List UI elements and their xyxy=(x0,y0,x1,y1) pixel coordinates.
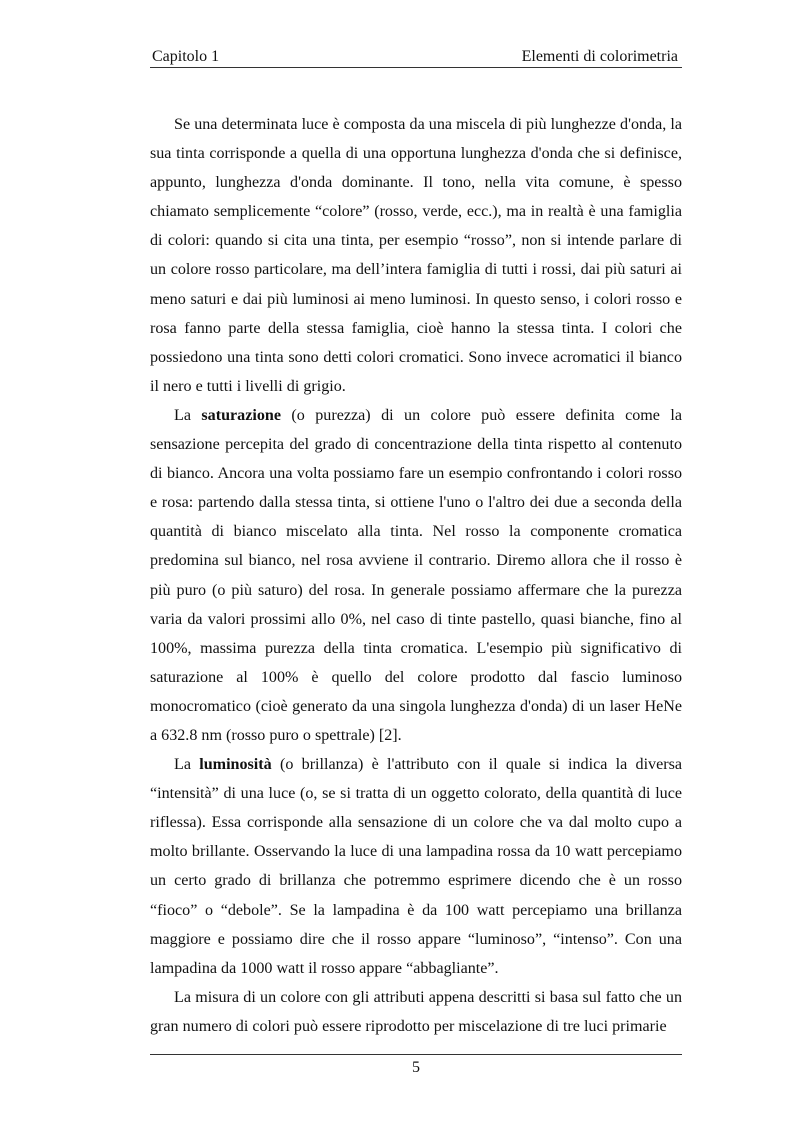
paragraph-text: La misura di un colore con gli attributi appena descritti si basa sul fatto che un gran numero di colori può essere riprodotto per miscelazione di tre luci primarie xyxy=(150,988,682,1035)
term-luminosita: luminosità xyxy=(199,756,272,774)
footer-rule xyxy=(150,1054,682,1055)
paragraph-text: (o purezza) di un colore può essere definita come la sensazione percepita del grado di concentrazione della tinta rispetto al contenuto di bianco. Ancora una volta possiamo fare un esempio confrontando i colori rosso e rosa: partendo dalla stessa tinta, si ottiene l'uno o l'altro dei due a seconda della quantità di bianco miscelato alla tinta. Nel rosso la componente cromatica predomina sul bianco, nel rosa avviene il contrario. Diremo allora che il rosso è più puro (o più saturo) del rosa. In generale possiamo affermare che la purezza varia da valori prossimi allo 0%, nel caso di tinte pastello, quasi bianche, fino al 100%, massima purezza della tinta cromatica. L'esempio più significativo di saturazione al 100% è quello del colore prodotto dal fascio luminoso monocromatico (cioè generato da una singola lunghezza d'onda) di un laser HeNe a 632.8 nm (rosso puro o spettrale) [2]. xyxy=(150,406,682,744)
chapter-label: Capitolo 1 xyxy=(152,48,220,65)
paragraph-hue xyxy=(150,110,682,401)
paragraph-text: La xyxy=(174,406,202,424)
paragraph-saturation xyxy=(150,401,682,750)
section-title: Elementi di colorimetria xyxy=(521,48,678,65)
page-number: 5 xyxy=(412,1059,420,1076)
paragraph-text: Se una determinata luce è composta da una miscela di più lunghezze d'onda, la sua tinta corrisponde a quella di una opportuna lunghezza d'onda che si definisce, appunto, lunghezza d'onda dominante. Il tono, nella vita comune, è spesso chiamato semplicemente “colore” (rosso, verde, ecc.), ma in realtà è una famiglia di colori: quando si cita una tinta, per esempio “rosso”, non si intende parlare di un colore rosso particolare, ma dell’intera famiglia di tutti i rossi, dai più saturi ai meno saturi e dai più luminosi ai meno luminosi. In questo senso, i colori rosso e rosa fanno parte della stessa famiglia, cioè hanno la stessa tinta. I colori che possiedono una tinta sono detti colori cromatici. Sono invece acromatici il bianco il nero e tutti i livelli di grigio. xyxy=(150,116,682,395)
term-saturazione: saturazione xyxy=(201,406,281,424)
paragraph-luminosity xyxy=(150,750,682,983)
paragraph-text: La xyxy=(174,756,200,774)
running-header xyxy=(150,47,682,68)
paragraph-measurement xyxy=(150,983,682,1041)
body-text xyxy=(150,110,682,1041)
paragraph-text: (o brillanza) è l'attributo con il quale si indica la diversa “intensità” di una luce (o, se si tratta di un oggetto colorato, della quantità di luce riflessa). Essa corrisponde alla sensazione di un colore che va dal molto cupo a molto brillante. Osservando la luce di una lampadina rossa da 10 watt percepiamo un certo grado di brillanza che potremmo esprimere dicendo che è un rosso “fioco” o “debole”. Se la lampadina è da 100 watt percepiamo una brillanza maggiore e possiamo dire che il rosso appare “luminoso”, “intenso”. Con una lampadina da 1000 watt il rosso appare “abbagliante”. xyxy=(150,756,682,977)
